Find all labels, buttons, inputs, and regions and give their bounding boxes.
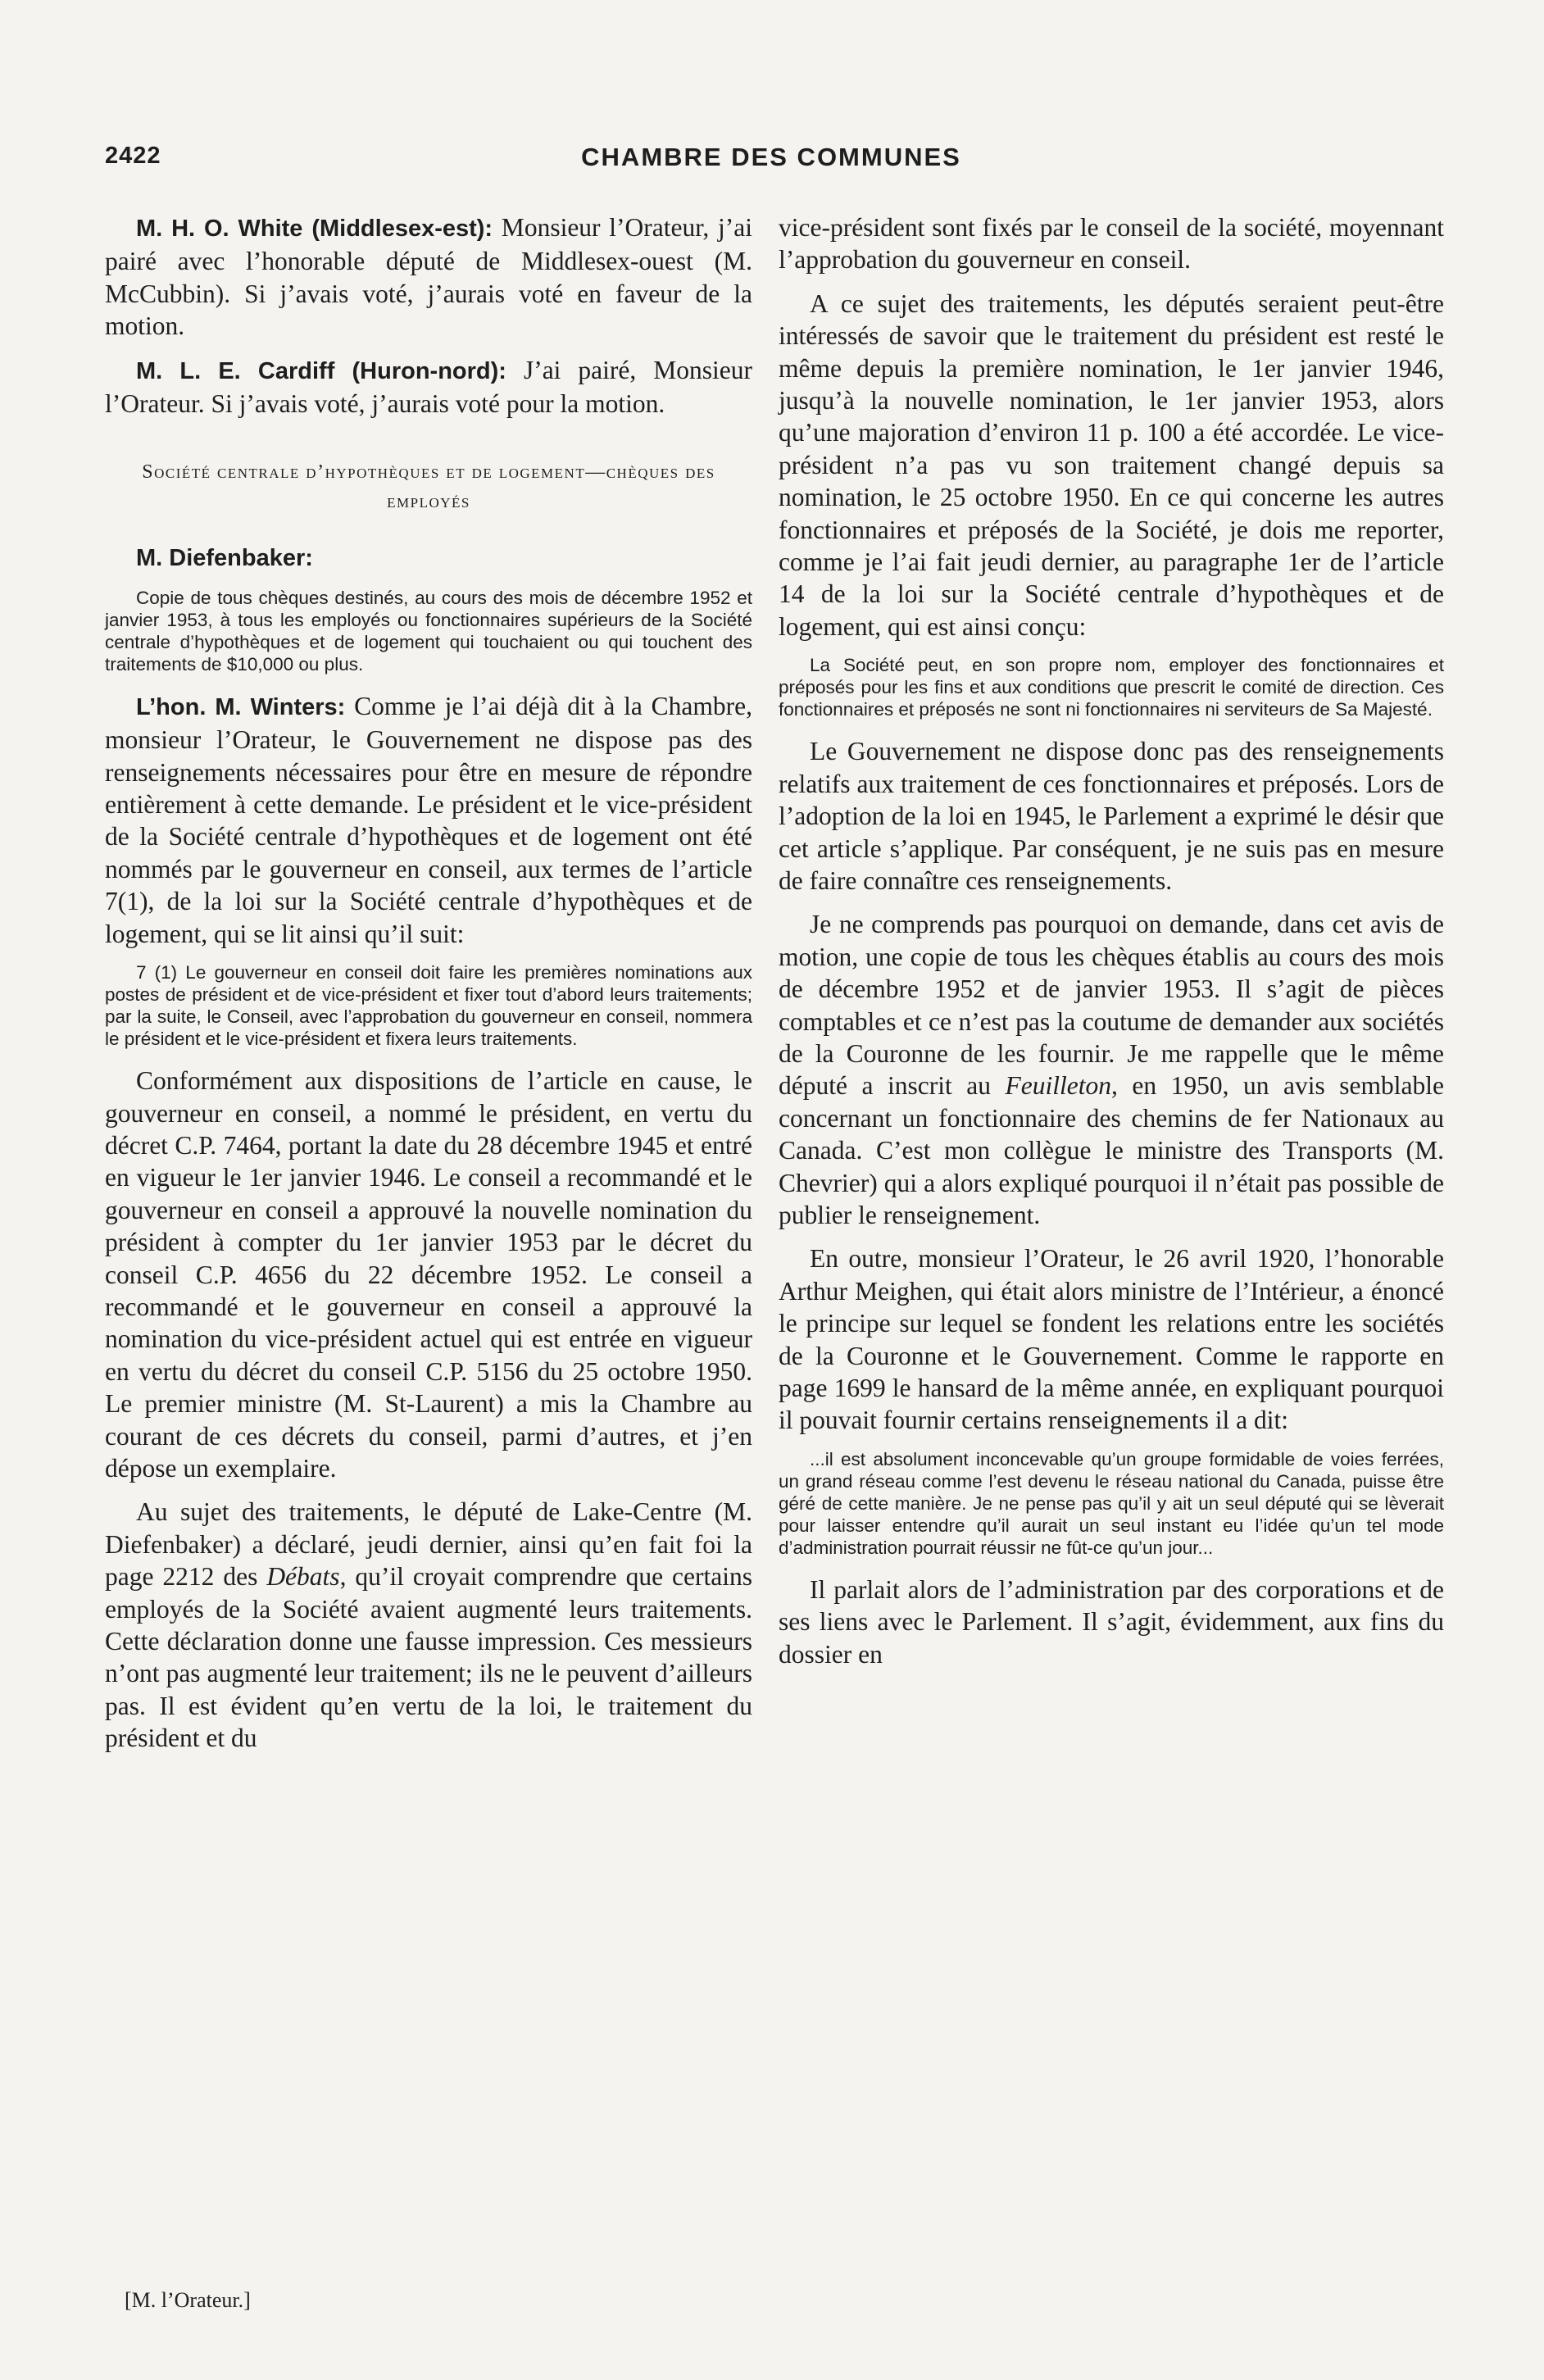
speaker-cardiff: M. L. E. Cardiff (Huron-nord): [136,357,506,384]
quote-article-7: 7 (1) Le gouverneur en conseil doit faire les premières nominations aux postes de président et de vice-président et fixer tout d’abord leurs traitements; par la suite, le Conseil, avec l’approbation du gouverneur en conseil, nommera le président et le vice-président et fixera leurs traitements. [105,962,752,1050]
paragraph-traitements: A ce sujet des traitements, les députés seraient peut-être intéressés de savoir que le traitement du président est resté le même depuis la première nomination, le 1er janvier 1946, jusqu’à la nouvelle nomination, le 1er janvier 1953, alors qu’une majoration d’environ 11 p. 100 a été accordée. Le vice-président n’a pas vu son traitement changé depuis sa nomination, le 25 octobre 1950. En ce qui concerne les autres fonctionnaires et préposés de la Société, je dois me reporter, comme je l’ai fait jeudi dernier, au paragraphe 1er de l’article 14 de la loi sur la Société centrale d’hypothèques et de logement, qui est ainsi conçu: [779,288,1444,641]
paragraph-conformement: Conformément aux dispositions de l’article en cause, le gouverneur en conseil, a nommé le président, en vertu du décret C.P. 7464, portant la date du 28 décembre 1945 et entré en vigueur le 1er janvier 1946. Le conseil a recommandé et le gouverneur en conseil a approuvé la nouvelle nomination du président à compter du 1er janvier 1953 par le décret du conseil C.P. 4656 du 22 décembre 1952. Le conseil a recommandé et le gouverneur en conseil a approuvé la nomination du vice-président actuel qui est entrée en vigueur en vertu du décret du conseil C.P. 5156 du 25 octobre 1950. Le premier ministre (M. St-Laurent) a mis la Chambre au courant de ces décrets du conseil, parmi d’autres, et j’en dépose un exemplaire. [105,1066,752,1483]
right-column [779,211,1444,1682]
winters-text: Comme je l’ai déjà dit à la Chambre, monsieur l’Orateur, le Gouvernement ne dispose pas des renseignements nécessaires pour être en mesure de répondre entièrement à cette demande. Le président et le vice-président de la Société centrale d’hypothèques et de logement ont été nommés par le gouverneur en conseil, aux termes de l’article 7(1), de la loi sur la Société centrale d’hypothèques et de logement, qui se lit ainsi qu’il suit: [105,691,752,948]
quote-meighen: ...il est absolument inconcevable qu’un groupe formidable de voies ferrées, un grand réseau comme l’est devenu le réseau national du Canada, puisse être géré de cette manière. Je ne pense pas qu’il y ait un seul député qui se lèverait pour laisser entendre qu’il aurait un seul instant eu l’idée qu’un tel mode d’administration pourrait réussir ne fût-ce qu’un jour... [779,1448,1444,1558]
white-text: Monsieur l’Orateur, j’ai pairé avec l’honorable député de Middlesex-ouest (M. McCubbin). Si j’avais voté, j’aurais voté en faveur de la motion. [105,213,752,341]
paragraph-sujet-traitements [105,1496,752,1754]
comprends-text-b: , en 1950, un avis semblable concernant un fonctionnaire des chemins de fer Nationaux au Canada. C’est mon collègue le ministre des Transports (M. Chevrier) qui a alors expliqué pourquoi il n’était pas possible de publier le renseignement. [779,1071,1444,1229]
footer-note: [M. l’Orateur.] [125,2288,251,2312]
page-number: 2422 [105,143,161,169]
paragraph-parlait: Il parlait alors de l’administration par des corporations et de ses liens avec le Parlement. Il s’agit, évidemment, aux fins du dossier en [779,1574,1444,1669]
diefenbaker-paragraph [105,541,752,575]
debats-title: Débats [266,1562,340,1592]
winters-paragraph [105,690,752,950]
page-header [105,143,1437,180]
paragraph-continued: vice-président sont fixés par le conseil de la société, moyennant l’approbation du gouverneur en conseil. [779,213,1444,275]
section-heading: Société centrale d’hypothèques et de logement—chèques des employés [142,461,715,513]
paragraph-gouvernement: Le Gouvernement ne dispose donc pas des renseignements relatifs aux traitement de ces fonctionnaires et préposés. Lors de l’adoption de la loi en 1945, le Parlement a exprimé le désir que cet article s’applique. Par conséquent, je ne suis pas en mesure de faire connaître ces renseignements. [779,737,1444,895]
comprends-text-a: Je ne comprends pas pourquoi on demande, dans cet avis de motion, une copie de tous les chèques établis au cours des mois de décembre 1952 et de janvier 1953. Il s’agit de pièces comptables et ce n’est pas la coutume de demander aux sociétés de la Couronne de les fournir. Je me rappelle que le même député a inscrit au [779,910,1444,1101]
left-column [105,211,752,1766]
running-title: CHAMBRE DES COMMUNES [581,143,961,171]
quote-article-14: La Société peut, en son propre nom, employer des fonctionnaires et préposés pour les fins et aux conditions que prescrit le comité de direction. Ces fonctionnaires et préposés ne sont ni fonctionnaires ni serviteurs de Sa Majesté. [779,655,1444,720]
speaker-diefenbaker: M. Diefenbaker: [136,545,313,572]
feuilleton-title: Feuilleton [1005,1071,1111,1101]
motion-text: Copie de tous chèques destinés, au cours des mois de décembre 1952 et janvier 1953, à tous les employés ou fonctionnaires supérieurs de la Société centrale d’hypothèques et de logement qui touchaient ou qui touchent des traitements de $10,000 ou plus. [105,587,752,674]
sujet-text-b: , qu’il croyait comprendre que certains employés de la Société avaient augmenté leurs traitements. Cette déclaration donne une fausse impression. Ces messieurs n’ont pas augmenté leur traitement; ils ne le peuvent d’ailleurs pas. Il est évident qu’en vertu de la loi, le traitement du président et du [105,1562,752,1753]
sujet-text-a: Au sujet des traitements, le député de Lake-Centre (M. Diefenbaker) a déclaré, jeudi dernier, ainsi qu’en fait foi la page 2212 des [105,1497,752,1592]
white-paragraph [105,211,752,343]
paragraph-comprends [779,908,1444,1231]
cardiff-paragraph [105,354,752,420]
speaker-white: M. H. O. White (Middlesex-est): [136,216,493,242]
cardiff-text: J’ai pairé, Monsieur l’Orateur. Si j’avais voté, j’aurais voté pour la motion. [105,355,752,419]
speaker-winters: L’hon. M. Winters: [136,693,346,720]
paragraph-outre: En outre, monsieur l’Orateur, le 26 avril 1920, l’honorable Arthur Meighen, qui était alors ministre de l’Intérieur, a énoncé le principe sur lequel se fondent les relations entre les sociétés de la Couronne et le Gouvernement. Comme le rapporte en page 1699 le hansard de la même année, en expliquant pourquoi il pouvait fournir certains renseignements il a dit: [779,1244,1444,1435]
